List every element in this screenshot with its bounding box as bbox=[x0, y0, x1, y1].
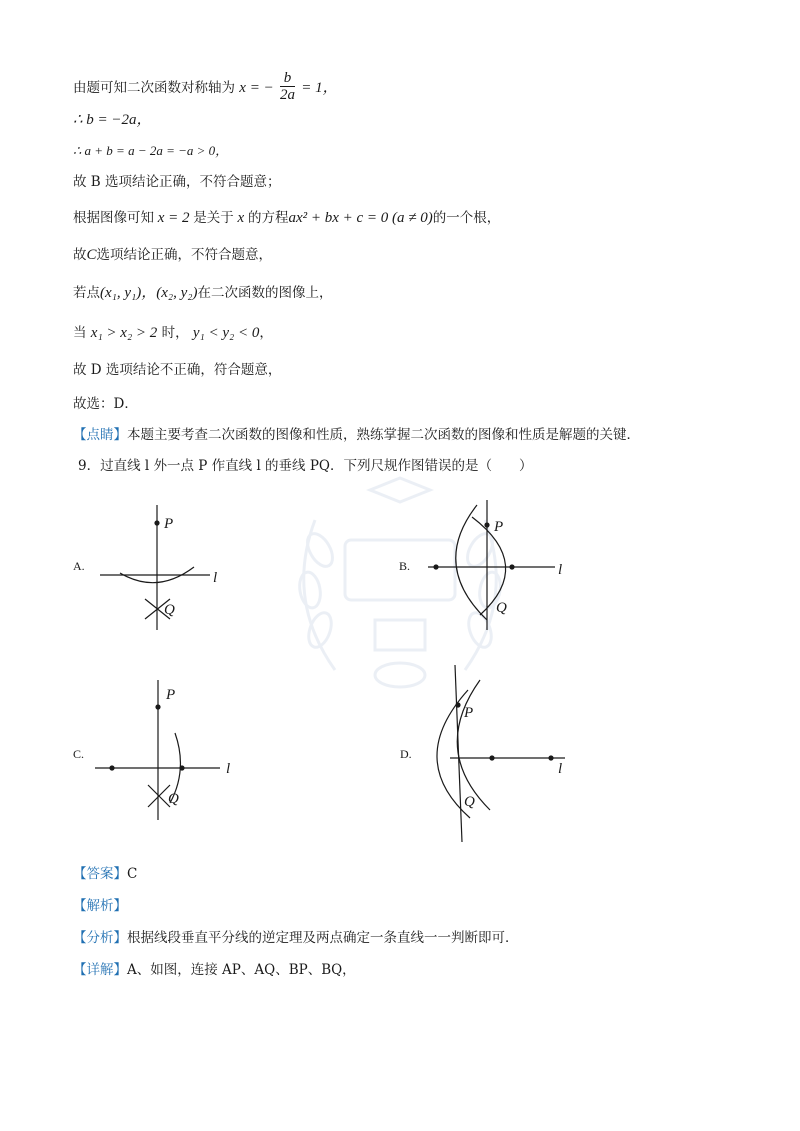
solution-line-7 bbox=[73, 284, 332, 302]
fenxi-tag: 【分析】 bbox=[73, 930, 127, 946]
math-expression: y₁ < y₂ < 0 bbox=[192, 325, 260, 341]
line-l-label: l bbox=[558, 562, 563, 578]
text-segment: 若点 bbox=[73, 285, 100, 301]
text-segment: 的方程 bbox=[247, 210, 289, 226]
math-expression: ax² + bx + c = 0 (a ≠ 0) bbox=[288, 210, 433, 226]
text-segment: 根据图像可知 bbox=[73, 210, 154, 226]
math-expression: (x₁, y₁)，(x₂, y₂) bbox=[100, 285, 198, 301]
solution-line-4: 故 B 选项结论正确，不符合题意； bbox=[73, 174, 281, 190]
line-l-label: l bbox=[558, 761, 563, 777]
point-q-label: Q bbox=[164, 602, 175, 618]
point-q-label: Q bbox=[464, 794, 475, 810]
math-expression: x₁ > x₂ > 2 bbox=[90, 325, 158, 341]
line-l-label: l bbox=[213, 570, 218, 586]
text-segment: 时， bbox=[161, 325, 189, 341]
figure-option-c bbox=[90, 675, 250, 825]
text-segment: 故 bbox=[73, 247, 87, 263]
fenxi-line bbox=[73, 929, 519, 947]
math-expression: x bbox=[233, 210, 248, 226]
point-p-label: P bbox=[464, 705, 474, 721]
solution-line-10: 故选：D． bbox=[73, 396, 138, 412]
math-expression: x = − bbox=[239, 80, 274, 96]
figure-option-d bbox=[420, 660, 580, 845]
text-segment: 在二次函数的图像上， bbox=[197, 285, 333, 301]
solution-line-5 bbox=[73, 209, 500, 227]
dianjing-text: 本题主要考查二次函数的图像和性质，熟练掌握二次函数的图像和性质是解题的关键． bbox=[127, 427, 640, 443]
text-segment: 由题可知二次函数对称轴为 bbox=[73, 80, 235, 96]
xiangjie-text: A、如图，连接 AP、AQ、BP、BQ， bbox=[127, 962, 356, 978]
answer-value: C bbox=[127, 866, 138, 882]
figure-option-b bbox=[420, 495, 580, 635]
fraction-denominator: 2a bbox=[280, 87, 295, 103]
xiangjie-line bbox=[73, 961, 356, 979]
fenxi-text: 根据线段垂直平分线的逆定理及两点确定一条直线一一判断即可． bbox=[127, 930, 519, 946]
math-expression: = 1， bbox=[301, 80, 338, 96]
option-a-label: A. bbox=[73, 559, 85, 573]
fraction-numerator: b bbox=[280, 70, 295, 87]
point-p-label: P bbox=[166, 687, 176, 703]
point-p-label: P bbox=[164, 516, 174, 532]
question-9-stem: 9．过直线 l 外一点 P 作直线 l 的垂线 PQ．下列尺规作图错误的是（ ） bbox=[78, 458, 533, 474]
fraction bbox=[280, 70, 295, 103]
text-segment: ， bbox=[259, 325, 273, 341]
text-segment: 当 bbox=[73, 325, 87, 341]
solution-line-1 bbox=[73, 72, 338, 105]
dianjing-tag: 【点睛】 bbox=[73, 427, 127, 443]
text-segment: 选项结论正确，不符合题意， bbox=[96, 247, 273, 263]
option-c-label: C. bbox=[73, 747, 85, 761]
solution-line-2: ∴ b = −2a， bbox=[73, 112, 152, 128]
line-l-label: l bbox=[226, 761, 231, 777]
answer-tag: 【答案】 bbox=[73, 866, 127, 882]
xiangjie-tag: 【详解】 bbox=[73, 962, 127, 978]
solution-line-6 bbox=[73, 246, 272, 264]
solution-line-8 bbox=[73, 324, 273, 342]
text-segment: 的一个根， bbox=[432, 210, 501, 226]
point-q-label: Q bbox=[496, 600, 507, 616]
solution-line-3: ∴ a + b = a − 2a = −a > 0， bbox=[73, 143, 229, 158]
math-expression: x = 2 bbox=[154, 210, 194, 226]
dianjing-line bbox=[73, 426, 640, 444]
figure-option-a bbox=[90, 495, 240, 635]
option-b-label: B. bbox=[399, 559, 411, 573]
jiexi-tag: 【解析】 bbox=[73, 898, 127, 914]
jiexi-line bbox=[73, 897, 127, 915]
option-d-label: D. bbox=[400, 747, 412, 761]
solution-line-9: 故 D 选项结论不正确，符合题意， bbox=[73, 362, 282, 378]
math-expression: C bbox=[86, 247, 97, 263]
text-segment: 是关于 bbox=[193, 210, 234, 226]
point-p-label: P bbox=[494, 519, 504, 535]
point-q-label: Q bbox=[168, 791, 179, 807]
answer-line bbox=[73, 865, 137, 883]
